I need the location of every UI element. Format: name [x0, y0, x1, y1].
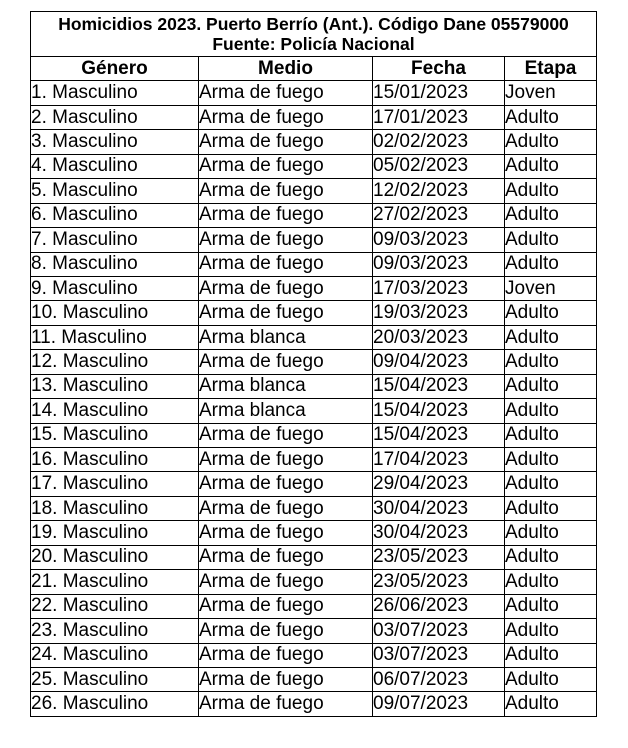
table-source: Fuente: Policía Nacional [212, 34, 415, 54]
homicides-table [30, 11, 597, 717]
cell-medio: Arma blanca [199, 374, 373, 398]
cell-genero: 11. Masculino [31, 325, 199, 349]
column-header-fecha: Fecha [373, 57, 505, 81]
table-row [31, 374, 597, 398]
cell-medio: Arma de fuego [199, 350, 373, 374]
table-title-row [31, 12, 597, 57]
cell-etapa: Adulto [505, 521, 597, 545]
cell-etapa: Adulto [505, 154, 597, 178]
cell-fecha: 27/02/2023 [373, 203, 505, 227]
cell-fecha: 26/06/2023 [373, 594, 505, 618]
table-row [31, 619, 597, 643]
table-row [31, 448, 597, 472]
cell-etapa: Adulto [505, 203, 597, 227]
cell-genero: 25. Masculino [31, 667, 199, 691]
cell-etapa: Adulto [505, 570, 597, 594]
cell-etapa: Adulto [505, 105, 597, 129]
cell-etapa: Adulto [505, 423, 597, 447]
table-row [31, 301, 597, 325]
table-body [31, 81, 597, 716]
cell-etapa: Adulto [505, 643, 597, 667]
cell-medio: Arma blanca [199, 325, 373, 349]
table-row [31, 154, 597, 178]
table-title-cell [31, 12, 597, 57]
table-row [31, 423, 597, 447]
table-row [31, 667, 597, 691]
table-row [31, 350, 597, 374]
cell-medio: Arma de fuego [199, 81, 373, 105]
cell-genero: 21. Masculino [31, 570, 199, 594]
cell-fecha: 23/05/2023 [373, 545, 505, 569]
cell-medio: Arma de fuego [199, 545, 373, 569]
cell-medio: Arma de fuego [199, 228, 373, 252]
cell-genero: 14. Masculino [31, 399, 199, 423]
cell-genero: 4. Masculino [31, 154, 199, 178]
cell-fecha: 15/04/2023 [373, 399, 505, 423]
cell-etapa: Adulto [505, 228, 597, 252]
cell-etapa: Adulto [505, 594, 597, 618]
cell-genero: 16. Masculino [31, 448, 199, 472]
cell-medio: Arma de fuego [199, 203, 373, 227]
cell-etapa: Adulto [505, 619, 597, 643]
column-header-medio: Medio [199, 57, 373, 81]
cell-etapa: Adulto [505, 399, 597, 423]
cell-medio: Arma de fuego [199, 301, 373, 325]
cell-etapa: Adulto [505, 130, 597, 154]
table-row [31, 276, 597, 300]
table-row [31, 594, 597, 618]
cell-genero: 6. Masculino [31, 203, 199, 227]
cell-medio: Arma de fuego [199, 594, 373, 618]
cell-etapa: Adulto [505, 350, 597, 374]
table-row [31, 521, 597, 545]
table-row [31, 81, 597, 105]
cell-fecha: 30/04/2023 [373, 496, 505, 520]
cell-fecha: 09/07/2023 [373, 692, 505, 716]
cell-etapa: Adulto [505, 179, 597, 203]
cell-genero: 22. Masculino [31, 594, 199, 618]
cell-medio: Arma blanca [199, 399, 373, 423]
cell-genero: 12. Masculino [31, 350, 199, 374]
cell-etapa: Adulto [505, 325, 597, 349]
cell-medio: Arma de fuego [199, 570, 373, 594]
column-header-row [31, 57, 597, 81]
cell-genero: 23. Masculino [31, 619, 199, 643]
cell-fecha: 09/04/2023 [373, 350, 505, 374]
cell-medio: Arma de fuego [199, 105, 373, 129]
cell-medio: Arma de fuego [199, 276, 373, 300]
cell-etapa: Joven [505, 81, 597, 105]
cell-medio: Arma de fuego [199, 643, 373, 667]
cell-fecha: 29/04/2023 [373, 472, 505, 496]
cell-fecha: 03/07/2023 [373, 643, 505, 667]
table-row [31, 179, 597, 203]
cell-genero: 9. Masculino [31, 276, 199, 300]
cell-fecha: 03/07/2023 [373, 619, 505, 643]
cell-genero: 15. Masculino [31, 423, 199, 447]
cell-genero: 10. Masculino [31, 301, 199, 325]
cell-fecha: 19/03/2023 [373, 301, 505, 325]
table-row [31, 643, 597, 667]
cell-etapa: Adulto [505, 667, 597, 691]
cell-medio: Arma de fuego [199, 252, 373, 276]
cell-genero: 26. Masculino [31, 692, 199, 716]
column-header-genero: Género [31, 57, 199, 81]
table-row [31, 496, 597, 520]
cell-genero: 24. Masculino [31, 643, 199, 667]
cell-fecha: 17/04/2023 [373, 448, 505, 472]
cell-medio: Arma de fuego [199, 130, 373, 154]
table-row [31, 252, 597, 276]
cell-fecha: 02/02/2023 [373, 130, 505, 154]
cell-etapa: Adulto [505, 252, 597, 276]
cell-fecha: 30/04/2023 [373, 521, 505, 545]
cell-genero: 13. Masculino [31, 374, 199, 398]
cell-fecha: 12/02/2023 [373, 179, 505, 203]
table-row [31, 472, 597, 496]
cell-medio: Arma de fuego [199, 472, 373, 496]
table-row [31, 325, 597, 349]
cell-medio: Arma de fuego [199, 423, 373, 447]
cell-fecha: 06/07/2023 [373, 667, 505, 691]
cell-etapa: Joven [505, 276, 597, 300]
table-row [31, 228, 597, 252]
cell-medio: Arma de fuego [199, 154, 373, 178]
cell-etapa: Adulto [505, 374, 597, 398]
table-row [31, 399, 597, 423]
cell-genero: 8. Masculino [31, 252, 199, 276]
cell-genero: 2. Masculino [31, 105, 199, 129]
cell-genero: 17. Masculino [31, 472, 199, 496]
column-header-etapa: Etapa [505, 57, 597, 81]
cell-fecha: 15/04/2023 [373, 423, 505, 447]
cell-medio: Arma de fuego [199, 496, 373, 520]
table-row [31, 545, 597, 569]
table-row [31, 570, 597, 594]
cell-fecha: 23/05/2023 [373, 570, 505, 594]
cell-etapa: Adulto [505, 692, 597, 716]
cell-fecha: 09/03/2023 [373, 252, 505, 276]
cell-fecha: 15/01/2023 [373, 81, 505, 105]
table-row [31, 105, 597, 129]
cell-genero: 3. Masculino [31, 130, 199, 154]
cell-genero: 7. Masculino [31, 228, 199, 252]
table-title: Homicidios 2023. Puerto Berrío (Ant.). Código Dane 05579000 [58, 14, 569, 34]
cell-medio: Arma de fuego [199, 448, 373, 472]
cell-genero: 19. Masculino [31, 521, 199, 545]
cell-etapa: Adulto [505, 448, 597, 472]
cell-genero: 20. Masculino [31, 545, 199, 569]
cell-etapa: Adulto [505, 496, 597, 520]
cell-fecha: 05/02/2023 [373, 154, 505, 178]
cell-genero: 5. Masculino [31, 179, 199, 203]
cell-medio: Arma de fuego [199, 667, 373, 691]
cell-etapa: Adulto [505, 472, 597, 496]
table-row [31, 130, 597, 154]
table-row [31, 692, 597, 716]
cell-genero: 1. Masculino [31, 81, 199, 105]
cell-fecha: 15/04/2023 [373, 374, 505, 398]
cell-etapa: Adulto [505, 545, 597, 569]
cell-fecha: 17/01/2023 [373, 105, 505, 129]
cell-fecha: 20/03/2023 [373, 325, 505, 349]
cell-fecha: 09/03/2023 [373, 228, 505, 252]
cell-medio: Arma de fuego [199, 179, 373, 203]
cell-medio: Arma de fuego [199, 692, 373, 716]
cell-medio: Arma de fuego [199, 521, 373, 545]
cell-etapa: Adulto [505, 301, 597, 325]
cell-fecha: 17/03/2023 [373, 276, 505, 300]
table-row [31, 203, 597, 227]
cell-medio: Arma de fuego [199, 619, 373, 643]
cell-genero: 18. Masculino [31, 496, 199, 520]
